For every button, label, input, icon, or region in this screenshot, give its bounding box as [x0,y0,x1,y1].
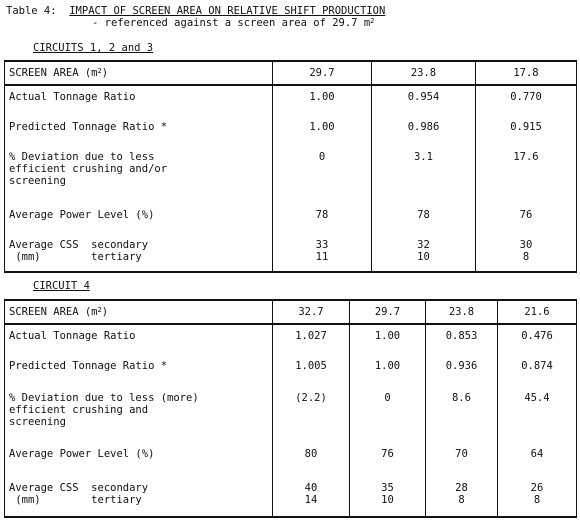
table-row [5,85,577,117]
table-header-row [5,61,577,85]
table-cell: 80 [273,444,350,478]
table-cell: 0.853 [426,324,498,356]
table-cell: 30 8 [476,235,577,272]
table-row [5,147,577,205]
table-cell: 0.770 [476,85,577,117]
row-label: Predicted Tonnage Ratio * [5,356,273,388]
table-cell: 8.6 [426,388,498,444]
row-label: Average CSS secondary (mm) tertiary [5,235,273,272]
row-label: Average CSS secondary (mm) tertiary [5,478,273,517]
table-row [5,205,577,235]
table-cell: 0.915 [476,117,577,147]
table-cell: 17.6 [476,147,577,205]
table-cell: 32 10 [372,235,476,272]
table-cell: 26 8 [498,478,577,517]
section-label-circuit-4: CIRCUIT 4 [33,280,90,292]
header-cell: 23.8 [426,300,498,324]
table-cell: 1.027 [273,324,350,356]
table-cell: 0.476 [498,324,577,356]
table-cell: (2.2) [273,388,350,444]
table-cell: 0.954 [372,85,476,117]
table-cell: 78 [273,205,372,235]
table-cell: 33 11 [273,235,372,272]
row-label: Average Power Level (%) [5,205,273,235]
circuits-1-2-3-table [4,60,577,273]
table-row [5,478,577,517]
row-label: Actual Tonnage Ratio [5,324,273,356]
row-label: % Deviation due to less (more) efficient crushing and screening [5,388,273,444]
table-cell: 3.1 [372,147,476,205]
header-cell: 21.6 [498,300,577,324]
row-label: Average Power Level (%) [5,444,273,478]
table-subtitle [6,17,576,29]
row-label: % Deviation due to less efficient crushing and/or screening [5,147,273,205]
header-label: SCREEN AREA $(m^2)$ [5,61,273,85]
table-cell: 64 [498,444,577,478]
table-row [5,235,577,272]
table-cell: 1.005 [273,356,350,388]
table-cell: 0.986 [372,117,476,147]
table-row [5,388,577,444]
table-cell: 76 [350,444,426,478]
table-cell: 76 [476,205,577,235]
table-row [5,117,577,147]
table-row [5,324,577,356]
header-cell: 32.7 [273,300,350,324]
table-row [5,356,577,388]
table-cell: 35 10 [350,478,426,517]
table-subtitle-text: - referenced against a screen area of 29.7 m [92,17,371,29]
table-title [6,5,576,17]
table-cell: 70 [426,444,498,478]
table-cell: 0 [273,147,372,205]
header-cell: 29.7 [350,300,426,324]
table-title-main: IMPACT OF SCREEN AREA ON RELATIVE SHIFT PRODUCTION [69,5,386,17]
table-row [5,444,577,478]
table-cell: 1.00 [273,117,372,147]
table-cell: 1.00 [273,85,372,117]
table-cell: 0.936 [426,356,498,388]
header-cell: 17.8 [476,61,577,85]
header-label: SCREEN AREA $(m^2)$ [5,300,273,324]
table-cell: 45.4 [498,388,577,444]
table-cell: 78 [372,205,476,235]
section-label-circuits-1-2-3: CIRCUITS 1, 2 and 3 [33,42,154,54]
table-cell: 28 8 [426,478,498,517]
table-cell: 0 [350,388,426,444]
table-title-block [6,5,576,29]
header-cell: 23.8 [372,61,476,85]
table-cell: 0.874 [498,356,577,388]
row-label: Predicted Tonnage Ratio * [5,117,273,147]
row-label: Actual Tonnage Ratio [5,85,273,117]
header-cell: 29.7 [273,61,372,85]
circuit-4-table [4,299,577,518]
table-cell: 1.00 [350,356,426,388]
table-number: Table 4: [6,5,57,17]
table-cell: 40 14 [273,478,350,517]
table-header-row [5,300,577,324]
table-subtitle-sup: 2 [370,17,375,25]
table-cell: 1.00 [350,324,426,356]
